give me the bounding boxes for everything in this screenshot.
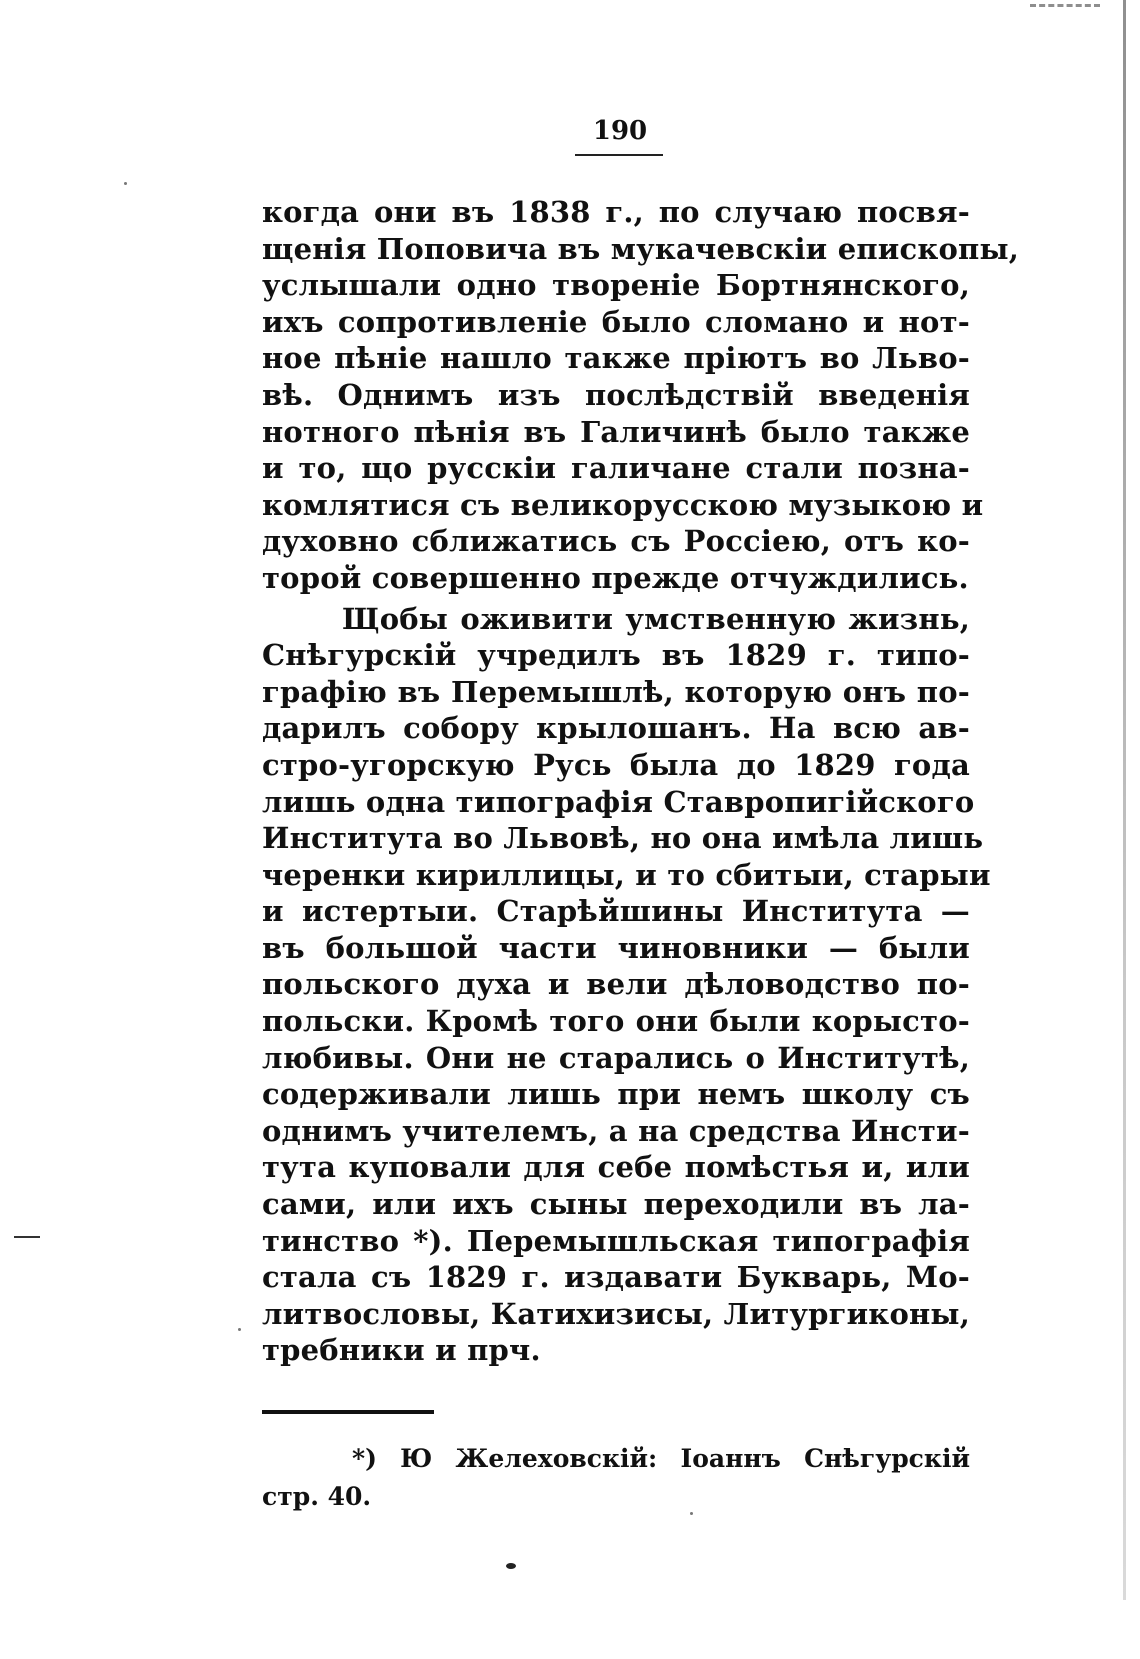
scan-speck (690, 1512, 693, 1515)
text-line: комлятися съ великорусскою музыкою и (262, 487, 984, 522)
text-line: польского духа и вели дѣловодство по- (262, 967, 970, 1002)
footnote-line: *) Ю Желеховскій: Іоаннъ Снѣгурскій (352, 1444, 970, 1473)
footnote (262, 1440, 970, 1516)
text-line: требники и прч. (262, 1333, 541, 1368)
text-line: вѣ. Однимъ изъ послѣдствій введенія (262, 377, 970, 412)
text-line: дарилъ собору крылошанъ. На всю ав- (262, 711, 970, 746)
text-line: Щобы оживити умственную жизнь, (342, 601, 970, 636)
text-line: и истертыи. Старѣйшины Института — (262, 894, 970, 929)
ink-dot (506, 1563, 516, 1569)
text-line: любивы. Они не старались о Институтѣ, (262, 1040, 970, 1075)
body-text (262, 194, 1020, 1369)
text-line: щенія Поповича въ мукачевскіи епископы, (262, 231, 1020, 266)
footnote-line: стр. 40. (262, 1482, 372, 1511)
text-line: услышали одно твореніе Бортнянского, (262, 268, 970, 303)
text-line: черенки кириллицы, и то сбитыи, старыи (262, 857, 991, 892)
text-line: ихъ сопротивленіе было сломано и нот- (262, 304, 970, 339)
text-line: лишь одна типографія Ставропигійского (262, 784, 975, 819)
text-line: и то, що русскіи галичане стали позна- (262, 451, 970, 486)
text-line: торой совершенно прежде отчуждились. (262, 560, 969, 595)
text-line: въ большой части чиновники — были (262, 930, 970, 965)
text-line: литвословы, Катихизисы, Литургиконы, (262, 1296, 970, 1331)
page-edge-shadow (1123, 0, 1126, 1600)
text-line: духовно сближатись съ Россіею, отъ ко- (262, 524, 970, 559)
scan-smudge (1030, 4, 1100, 13)
text-line: ное пѣніе нашло также пріютъ во Льво- (262, 341, 970, 376)
text-line: стро-угорскую Русь была до 1829 года (262, 747, 970, 782)
scan-speck (124, 182, 127, 185)
text-line: тута куповали для себе помѣстья и, или (262, 1150, 970, 1185)
text-line: однимъ учителемъ, а на средства Инсти- (262, 1113, 970, 1148)
paragraph-2 (262, 601, 991, 1369)
paragraph-1 (262, 194, 1020, 597)
page-number: 190 (592, 116, 648, 146)
margin-mark (14, 1236, 40, 1238)
text-line: когда они въ 1838 г., по случаю посвя- (262, 195, 970, 229)
scan-speck (238, 1328, 241, 1331)
text-line: содерживали лишь при немъ школу съ (262, 1077, 970, 1112)
text-line: тинство *). Перемышльская типографія (262, 1223, 970, 1258)
page-number-underline (575, 154, 663, 156)
text-line: Снѣгурскій учредилъ въ 1829 г. типо- (262, 638, 970, 673)
text-line: Института во Львовѣ, но она имѣла лишь (262, 821, 984, 856)
text-line: сами, или ихъ сыны переходили въ ла- (262, 1187, 970, 1222)
text-line: стала съ 1829 г. издавати Букварь, Мо- (262, 1260, 970, 1295)
footnote-separator (262, 1410, 434, 1414)
text-line: нотного пѣнія въ Галичинѣ было также (262, 414, 970, 449)
text-line: польски. Кромѣ того они были корысто- (262, 1004, 970, 1039)
text-line: графію въ Перемышлѣ, которую онъ по- (262, 674, 970, 709)
